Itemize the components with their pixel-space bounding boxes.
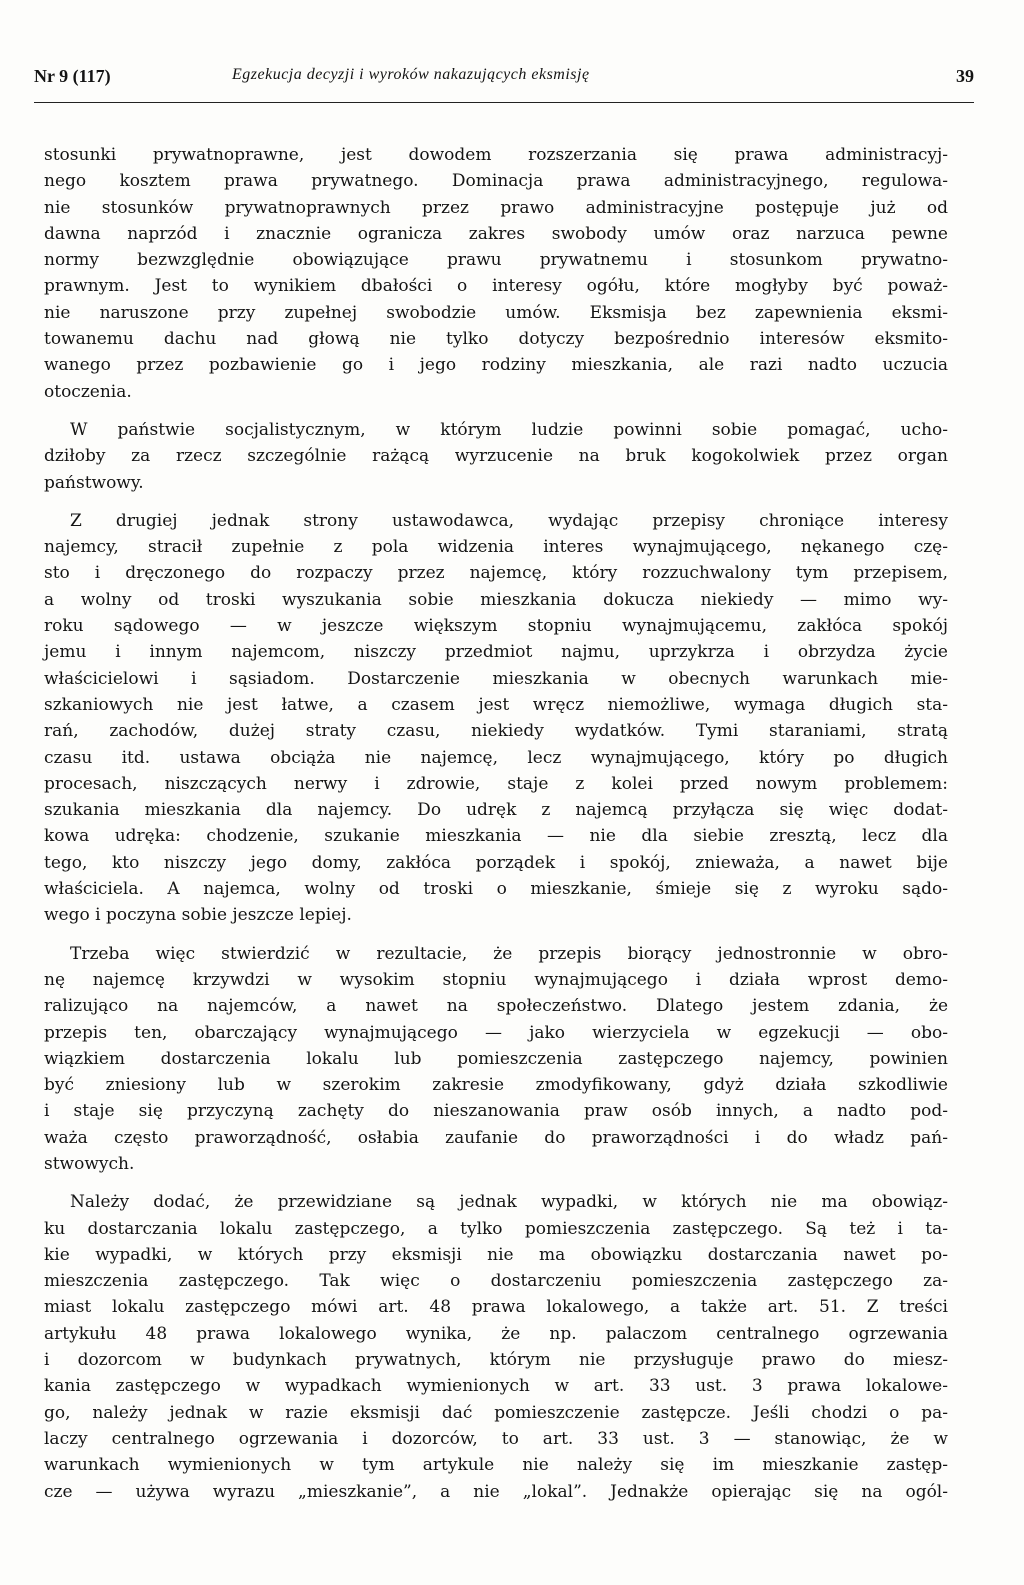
text-line: warunkach wymienionych w tym artykule nie należy się im mieszkanie zastęp- [44,1455,948,1476]
text-line: ku dostarczania lokalu zastępczego, a tylko pomieszczenia zastępczego. Są też i ta- [44,1218,948,1239]
text-line: państwowy. [44,472,144,493]
text-line: artykułu 48 prawa lokalowego wynika, że np. palaczom centralnego ogrzewania [44,1323,948,1344]
text-line: mieszczenia zastępczego. Tak więc o dostarczeniu pomieszczenia zastępczego za- [44,1271,948,1292]
issue-number: Nr 9 (117) [34,66,111,86]
text-line: być zniesiony lub w szerokim zakresie zmodyfikowany, gdyż działa szkodliwie [44,1075,948,1096]
text-line: waża często praworządność, osłabia zaufanie do praworządności i do władz pań- [44,1127,948,1148]
paragraph [44,941,948,1178]
text-line: procesach, niszczących nerwy i zdrowie, staje z kolei przed nowym problemem: [44,773,948,794]
text-line: jemu i innym najemcom, niszczy przedmiot najmu, uprzykrza i obrzydza życie [44,642,948,663]
text-line: czasu itd. ustawa obciąża nie najemcę, lecz wynajmującego, który po długich [44,747,948,768]
text-line: nę najemcę krzywdzi w wysokim stopniu wynajmującego i działa wprost demo- [44,969,948,990]
text-line: nie stosunków prywatnoprawnych przez prawo administracyjne postępuje już od [44,197,948,218]
paragraph [44,142,948,405]
text-line: właścicielowi i sąsiadom. Dostarczenie mieszkania w obecnych warunkach mie- [44,668,948,689]
text-line: miast lokalu zastępczego mówi art. 48 prawa lokalowego, a także art. 51. Z treści [44,1297,948,1318]
page-header [34,62,974,103]
text-line: szkaniowych nie jest łatwe, a czasem jest wręcz niemożliwe, wymaga długich sta- [44,694,948,715]
text-line: ralizująco na najemców, a nawet na społeczeństwo. Dlatego jestem zdania, że [44,996,948,1017]
text-line: otoczenia. [44,381,132,402]
text-line: nie naruszone przy zupełnej swobodzie umów. Eksmisja bez zapewnienia eksmi- [44,302,948,323]
text-line: stosunki prywatnoprawne, jest dowodem rozszerzania się prawa administracyj- [44,145,948,165]
page-number: 39 [956,66,974,86]
text-line: kie wypadki, w których przy eksmisji nie ma obowiązku dostarczania nawet po- [44,1244,948,1265]
text-line: sto i dręczonego do rozpaczy przez najemcę, który rozzuchwalony tym przepisem, [44,563,948,584]
running-title: Egzekucja decyzji i wyroków nakazujących eksmisję [232,66,590,83]
text-line: nego kosztem prawa prywatnego. Dominacja prawa administracyjnego, regulowa- [44,171,948,192]
text-line: dziłoby za rzecz szczególnie rażącą wyrzucenie na bruk kogokolwiek przez organ [44,446,948,467]
text-line: roku sądowego — w jeszcze większym stopniu wynajmującemu, zakłóca spokój [44,616,948,637]
body-text [44,142,948,1517]
text-line: prawnym. Jest to wynikiem dbałości o interesy ogółu, które mogłyby być poważ- [44,276,948,297]
text-line: a wolny od troski wyszukania sobie mieszkania dokucza niekiedy — mimo wy- [44,589,948,610]
text-line: towanemu dachu nad głową nie tylko dotyczy bezpośrednio interesów eksmito- [44,329,948,350]
text-line: wanego przez pozbawienie go i jego rodziny mieszkania, ale razi nadto uczucia [44,355,948,376]
text-line: wego i poczyna sobie jeszcze lepiej. [44,905,352,926]
text-line: cze — używa wyrazu „mieszkanie”, a nie „lokal”. Jednakże opierając się na ogól- [44,1481,948,1502]
text-line: szukania mieszkania dla najemcy. Do udręk z najemcą przyłącza się więc dodat- [44,800,948,821]
text-line: i staje się przyczyną zachęty do nieszanowania praw osób innych, a nadto pod- [44,1101,948,1122]
text-line: stwowych. [44,1153,135,1174]
paragraph [44,417,948,496]
text-line: i dozorcom w budynkach prywatnych, którym nie przysługuje prawo do miesz- [44,1350,948,1371]
text-line: W państwie socjalistycznym, w którym ludzie powinni sobie pomagać, ucho- [70,419,948,440]
paragraph [44,508,948,929]
text-line: przepis ten, obarczający wynajmującego — jako wierzyciela w egzekucji — obo- [44,1022,948,1043]
text-line: kowa udręka: chodzenie, szukanie mieszkania — nie dla siebie zresztą, lecz dla [44,826,948,847]
text-line: tego, kto niszczy jego domy, zakłóca porządek i spokój, znieważa, a nawet bije [44,852,948,873]
text-line: Z drugiej jednak strony ustawodawca, wydając przepisy chroniące interesy [70,510,948,531]
text-line: właściciela. A najemca, wolny od troski o mieszkanie, śmieje się z wyroku sądo- [44,879,948,900]
text-line: laczy centralnego ogrzewania i dozorców, to art. 33 ust. 3 — stanowiąc, że w [44,1428,948,1449]
text-line: rań, zachodów, dużej straty czasu, niekiedy wydatków. Tymi staraniami, stratą [44,721,948,742]
text-line: wiązkiem dostarczenia lokalu lub pomieszczenia zastępczego najemcy, powinien [44,1048,948,1069]
text-line: normy bezwzględnie obowiązujące prawu prywatnemu i stosunkom prywatno- [44,250,948,271]
paragraph [44,1189,948,1505]
text-line: dawna naprzód i znacznie ogranicza zakres swobody umów oraz narzuca pewne [44,223,948,244]
text-line: kania zastępczego w wypadkach wymienionych w art. 33 ust. 3 prawa lokalowe- [44,1376,948,1397]
text-line: Trzeba więc stwierdzić w rezultacie, że przepis biorący jednostronnie w obro- [70,943,948,964]
text-line: go, należy jednak w razie eksmisji dać pomieszczenie zastępcze. Jeśli chodzi o pa- [44,1402,948,1423]
text-line: Należy dodać, że przewidziane są jednak wypadki, w których nie ma obowiąz- [70,1192,948,1213]
text-line: najemcy, stracił zupełnie z pola widzenia interes wynajmującego, nękanego czę- [44,537,948,558]
